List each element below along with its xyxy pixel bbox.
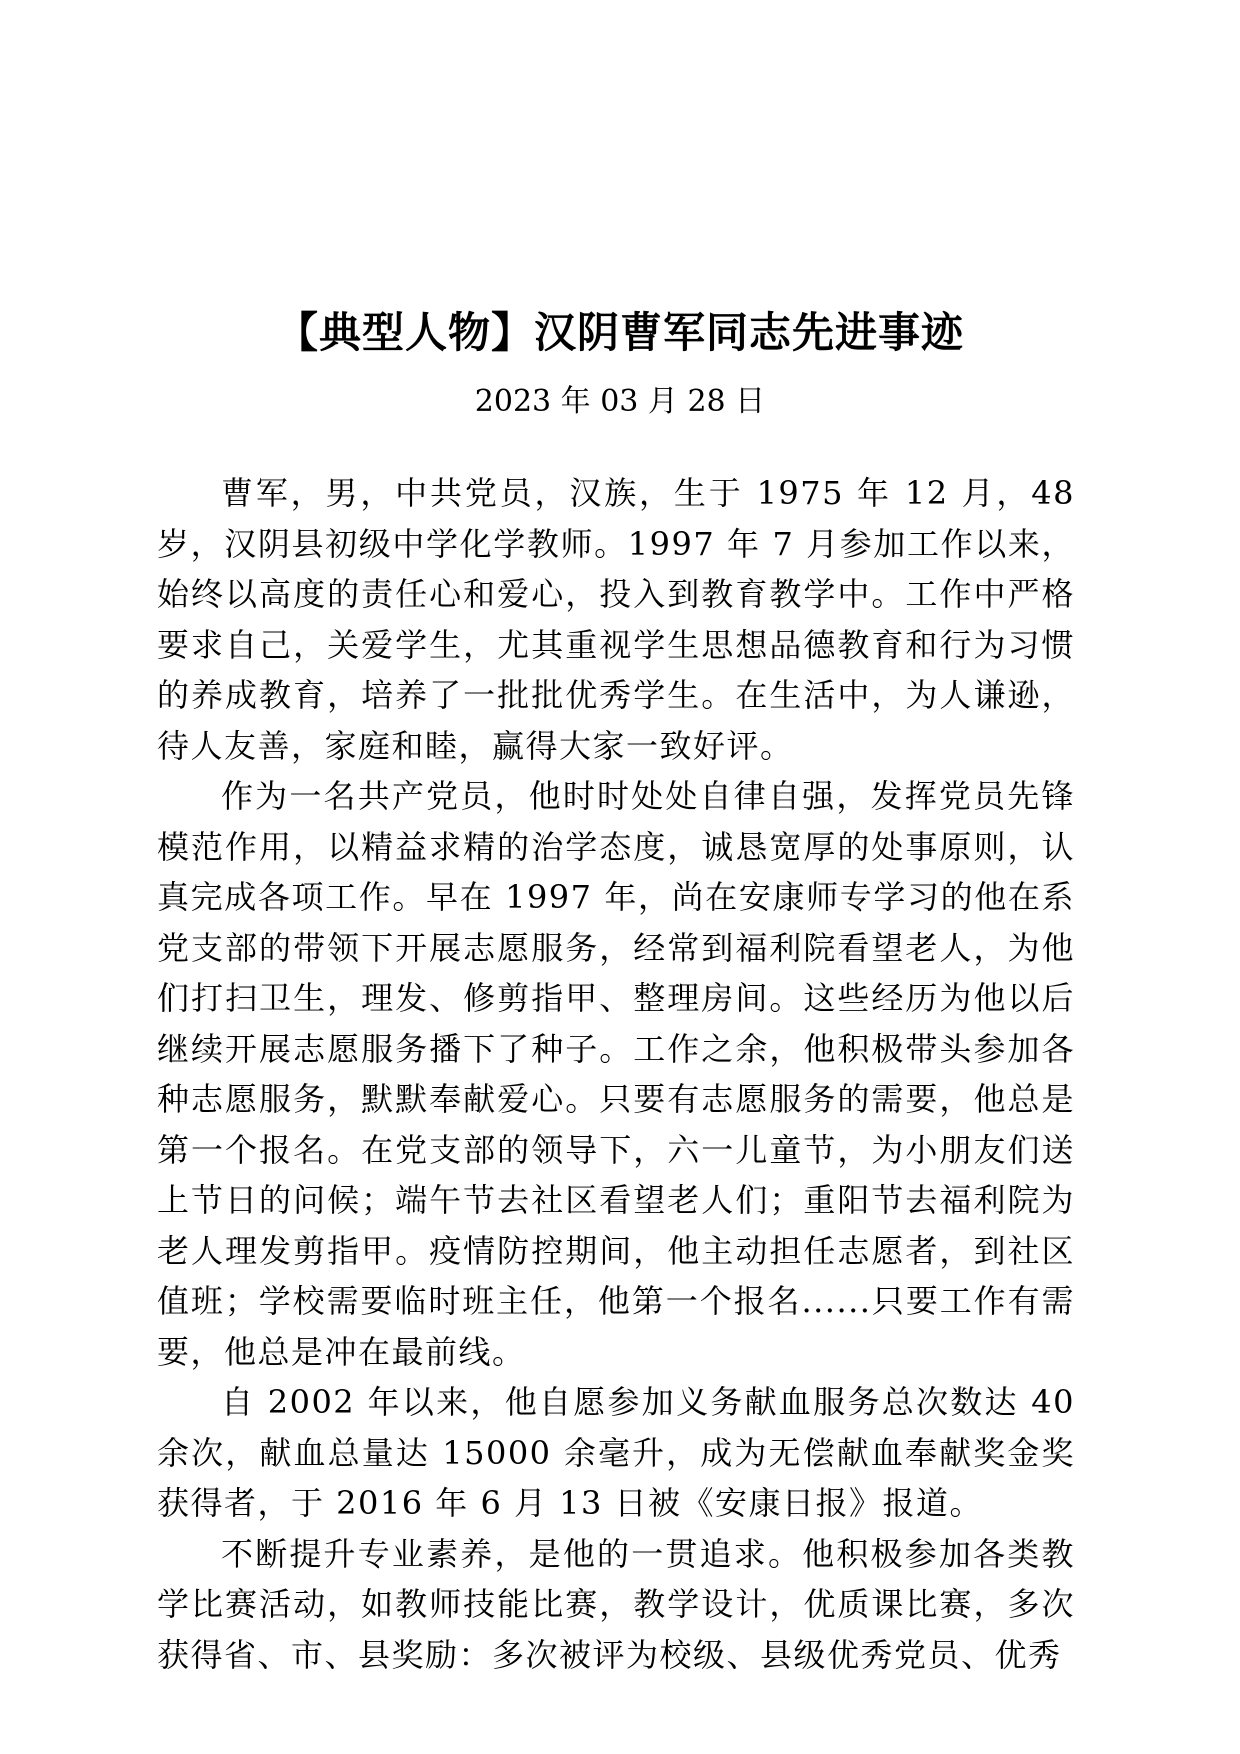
paragraph-profile: 曹军，男，中共党员，汉族，生于 1975 年 12 月，48 岁，汉阴县初级中学化学教师。1997 年 7 月参加工作以来，始终以高度的责任心和爱心，投入到教育教学中。工作中严格要求自己，关爱学生，尤其重视学生思想品德教育和行为习惯的养成教育，培养了一批批优秀学生。在生活中，为人谦逊，待人友善，家庭和睦，赢得大家一致好评。: [157, 474, 1075, 765]
document-title: 【典型人物】汉阴曹军同志先进事迹: [275, 308, 964, 357]
paragraph-blood-donation: 自 2002 年以来，他自愿参加义务献血服务总次数达 40 余次，献血总量达 15000 余毫升，成为无偿献血奉献奖金奖获得者，于 2016 年 6 月 13 日被《安康日报》报道。: [157, 1383, 1075, 1522]
paragraph-volunteer: 作为一名共产党员，他时时处处自律自强，发挥党员先锋模范作用，以精益求精的治学态度，诚恳宽厚的处事原则，认真完成各项工作。早在 1997 年，尚在安康师专学习的他在系党支部的带领下开展志愿服务，经常到福利院看望老人，为他们打扫卫生，理发、修剪指甲、整理房间。这些经历为他以后继续开展志愿服务播下了种子。工作之余，他积极带头参加各种志愿服务，默默奉献爱心。只要有志愿服务的需要，他总是第一个报名。在党支部的领导下，六一儿童节，为小朋友们送上节日的问候；端午节去社区看望老人们；重阳节去福利院为老人理发剪指甲。疫情防控期间，他主动担任志愿者，到社区值班；学校需要临时班主任，他第一个报名......只要工作有需要，他总是冲在最前线。: [157, 777, 1075, 1371]
paragraph-professional: 不断提升专业素养，是他的一贯追求。他积极参加各类教学比赛活动，如教师技能比赛，教学设计，优质课比赛，多次获得省、市、县奖励：多次被评为校级、县级优秀党员、优秀: [157, 1534, 1075, 1674]
publish-date: 2023 年 03 月 28 日: [474, 384, 766, 419]
article-body: [157, 468, 1075, 1680]
